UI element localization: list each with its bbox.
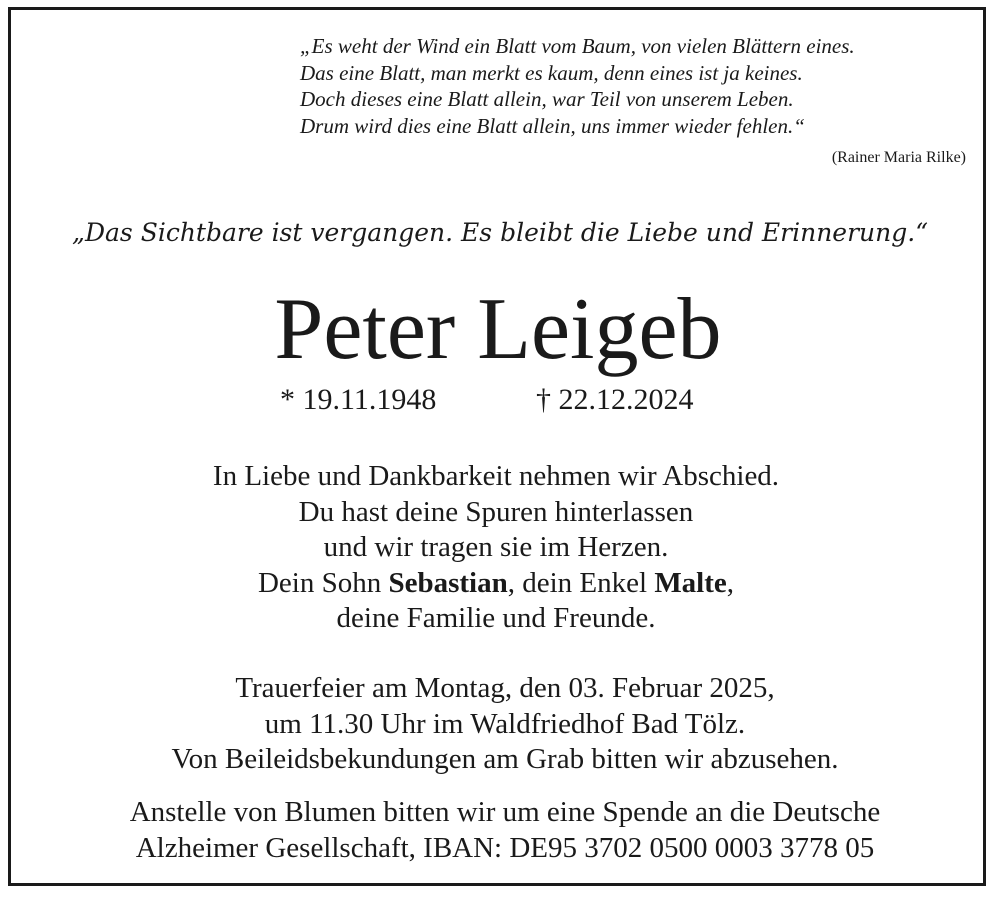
farewell-family-line (0, 566, 996, 602)
farewell-line: deine Familie und Freunde. (336, 602, 656, 634)
farewell-line: Du hast deine Spuren hinterlassen (298, 495, 694, 528)
farewell-suffix: , (726, 566, 735, 599)
ceremony-info (5, 671, 1000, 778)
ceremony-date-line: Trauerfeier am Montag, den 03. Februar 2025, (235, 672, 775, 704)
birth-date: * 19.11.1948 (280, 383, 437, 416)
motto-quote: „Das Sichtbare ist vergangen. Es bleibt die Liebe und Erinnerung.“ (72, 218, 928, 247)
poem-line: Das eine Blatt, man merkt es kaum, denn eines ist ja keines. (300, 60, 803, 85)
farewell-text (0, 459, 996, 637)
farewell-line: In Liebe und Dankbarkeit nehmen wir Abschied. (212, 460, 780, 492)
poem (300, 33, 970, 139)
donation-line: Anstelle von Blumen bitten wir um eine Spende an die Deutsche (129, 796, 881, 828)
grandson-name: Malte (654, 566, 727, 599)
poem-line: Doch dieses eine Blatt allein, war Teil von unserem Leben. (300, 87, 794, 111)
farewell-prefix: Dein Sohn (257, 566, 389, 599)
poem-line: Drum wird dies eine Blatt allein, uns immer wieder fehlen.“ (300, 113, 805, 138)
donation-iban-line: Alzheimer Gesellschaft, IBAN: DE95 3702 0500 0003 3778 05 (135, 831, 875, 864)
poem-author: (Rainer Maria Rilke) (831, 149, 966, 166)
deceased-name: Peter Leigeb (274, 281, 722, 378)
death-date: † 22.12.2024 (536, 383, 694, 416)
poem-line: „Es weht der Wind ein Blatt vom Baum, von vielen Blättern eines. (300, 34, 855, 58)
son-name: Sebastian (388, 566, 508, 599)
farewell-line: und wir tragen sie im Herzen. (323, 531, 669, 563)
farewell-middle: , dein Enkel (507, 566, 655, 599)
condolence-note: Von Beileidsbekundungen am Grab bitten wir abzusehen. (171, 743, 839, 775)
ceremony-location-line: um 11.30 Uhr im Waldfriedhof Bad Tölz. (264, 707, 746, 740)
donation-info (5, 795, 1000, 866)
